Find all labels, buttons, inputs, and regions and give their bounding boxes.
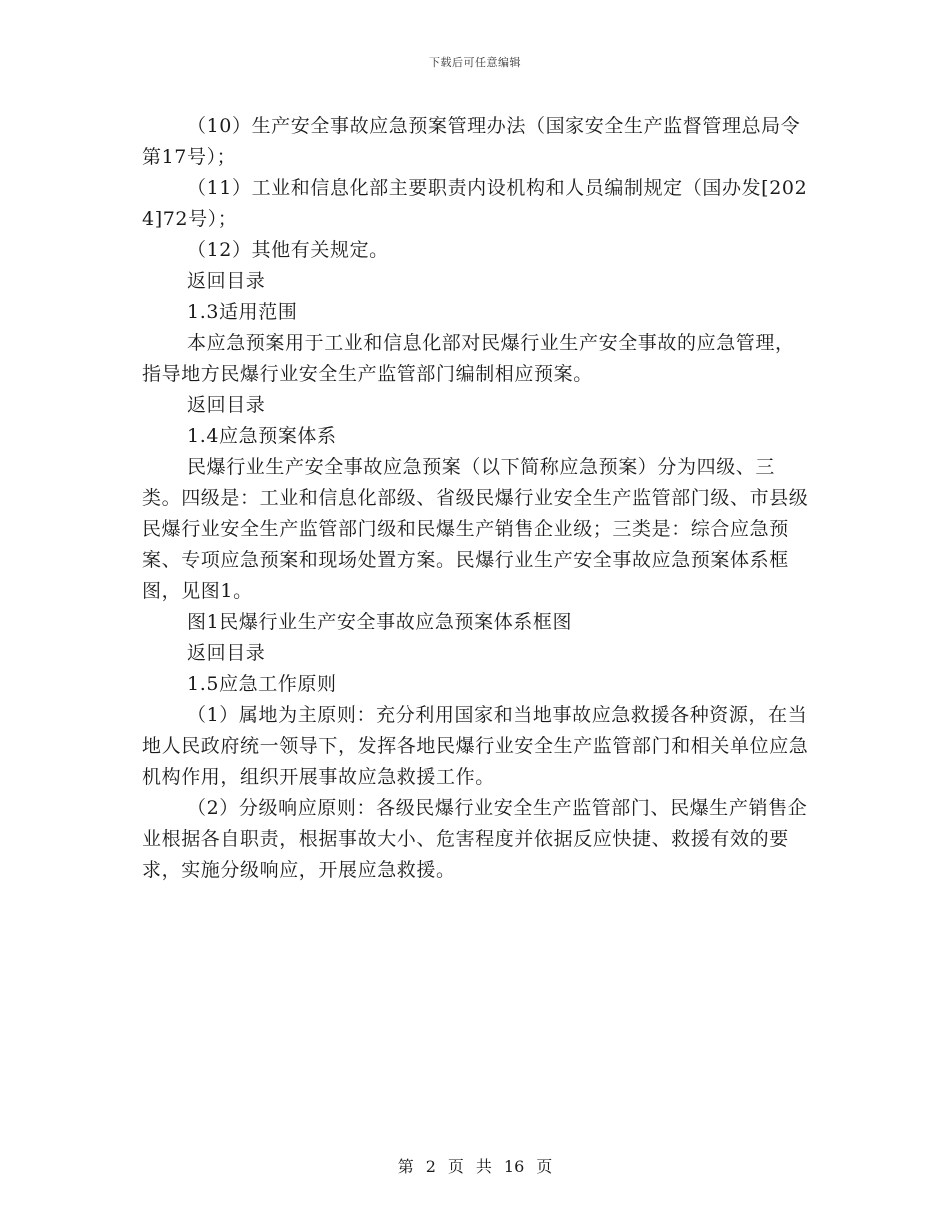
figure-caption: 图1民爆行业生产安全事故应急预案体系框图 bbox=[187, 611, 573, 633]
return-to-toc-link[interactable]: 返回目录 bbox=[187, 270, 266, 292]
paragraph-regulation-11: （11）工业和信息化部主要职责内设机构和人员编制规定（国办发[2024]72号）； bbox=[142, 177, 808, 230]
section-heading-1-3: 1.3适用范围 bbox=[187, 301, 298, 323]
footer-label-ye-2: 页 bbox=[536, 1157, 553, 1176]
footer-label-gong: 共 bbox=[475, 1157, 492, 1176]
return-to-toc-link[interactable]: 返回目录 bbox=[187, 642, 266, 664]
return-to-toc-link[interactable]: 返回目录 bbox=[187, 394, 266, 416]
paragraph-scope: 本应急预案用于工业和信息化部对民爆行业生产安全事故的应急管理，指导地方民爆行业安全生产监管部门编制相应预案。 bbox=[142, 332, 795, 385]
section-heading-1-4: 1.4应急预案体系 bbox=[187, 425, 337, 447]
document-body bbox=[142, 111, 814, 886]
paragraph-principle-2: （2）分级响应原则：各级民爆行业安全生产监管部门、民爆生产销售企业根据各自职责，根据事故大小、危害程度并依据反应快捷、救援有效的要求，实施分级响应，开展应急救援。 bbox=[142, 797, 808, 881]
page-header: 下载后可任意编辑 bbox=[429, 56, 521, 69]
footer-current-page: 2 bbox=[425, 1157, 436, 1176]
page-footer bbox=[0, 1154, 950, 1177]
section-heading-1-5: 1.5应急工作原则 bbox=[187, 673, 337, 695]
footer-total-pages: 16 bbox=[503, 1157, 525, 1176]
paragraph-plan-system: 民爆行业生产安全事故应急预案（以下简称应急预案）分为四级、三类。四级是：工业和信息化部级、省级民爆行业安全生产监管部门级、市县级民爆行业安全生产监管部门级和民爆生产销售企业级；三类是：综合应急预案、专项应急预案和现场处置方案。民爆行业生产安全事故应急预案体系框图，见图1。 bbox=[142, 456, 809, 602]
footer-label-ye: 页 bbox=[447, 1157, 464, 1176]
paragraph-principle-1: （1）属地为主原则：充分利用国家和当地事故应急救援各种资源，在当地人民政府统一领导下，发挥各地民爆行业安全生产监管部门和相关单位应急机构作用，组织开展事故应急救援工作。 bbox=[142, 704, 809, 788]
footer-label-di: 第 bbox=[397, 1157, 414, 1176]
paragraph-regulation-10: （10）生产安全事故应急预案管理办法（国家安全生产监督管理总局令第17号）； bbox=[142, 115, 801, 168]
paragraph-regulation-12: （12）其他有关规定。 bbox=[187, 239, 389, 261]
